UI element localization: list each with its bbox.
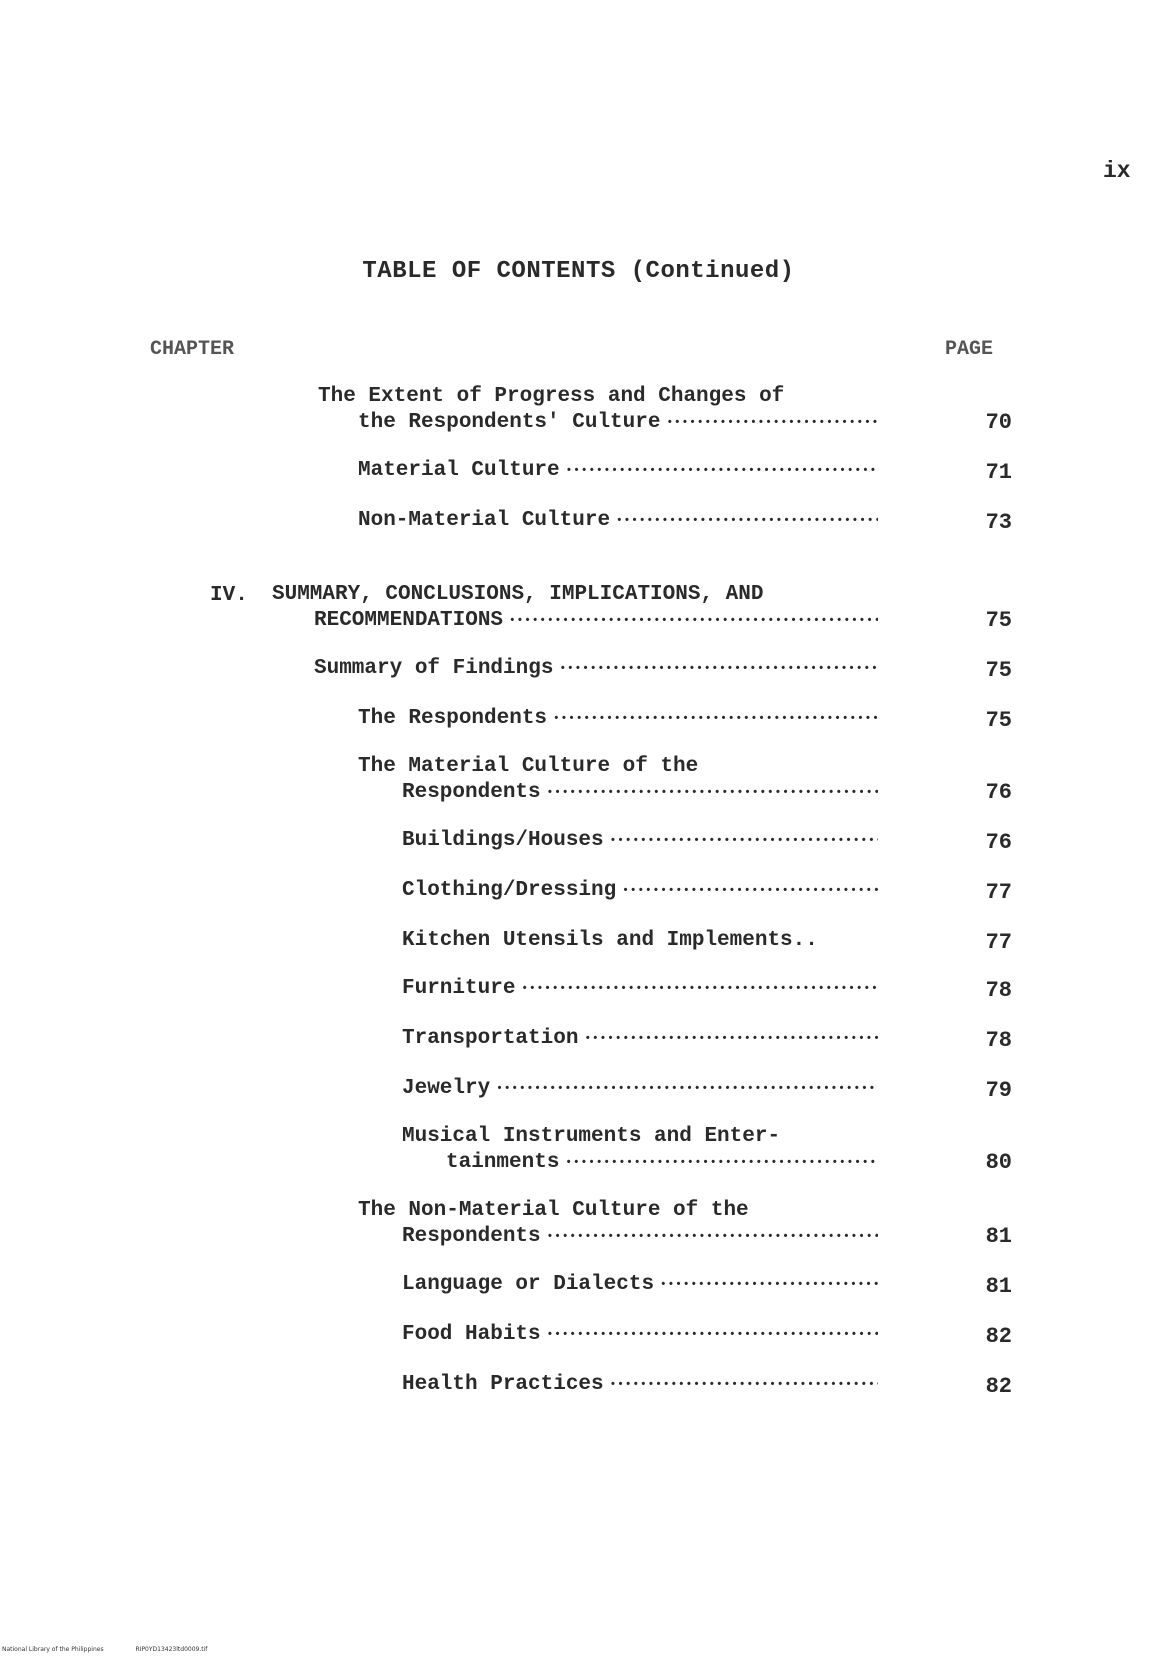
- toc-page-number: 76: [985, 780, 1012, 805]
- toc-entry: [402, 1272, 878, 1300]
- toc-entry-line: Summary of Findings: [314, 657, 554, 680]
- toc-page-number: 75: [985, 708, 1012, 733]
- toc-entry: [358, 508, 878, 536]
- toc-entry-line: Food Habits: [402, 1323, 541, 1346]
- toc-entry: [358, 1198, 878, 1252]
- toc-page-number: 77: [985, 880, 1012, 905]
- toc-entry-line: Respondents: [402, 781, 541, 804]
- toc-entry-line: Respondents: [402, 1225, 541, 1248]
- toc-entry-line: Clothing/Dressing: [402, 879, 617, 902]
- toc-page-number: 76: [985, 830, 1012, 855]
- toc-page-number: 78: [985, 978, 1012, 1003]
- toc-entry-line: The Respondents: [358, 707, 548, 730]
- toc-entry: [358, 706, 878, 734]
- toc-entry-line: The Non-Material Culture of the: [358, 1199, 749, 1222]
- toc-entry: [402, 828, 878, 856]
- toc-page-number: 81: [985, 1274, 1012, 1299]
- toc-entry: [358, 458, 878, 486]
- toc-entry: [402, 1076, 878, 1104]
- toc-entry-line: Jewelry: [402, 1077, 491, 1100]
- toc-entry-line: Material Culture: [358, 459, 560, 482]
- toc-entry: [402, 1372, 878, 1400]
- toc-entry-line: The Extent of Progress and Changes of: [318, 385, 785, 408]
- toc-entry-line: SUMMARY, CONCLUSIONS, IMPLICATIONS, AND: [272, 583, 764, 606]
- toc-entry: [358, 754, 878, 808]
- toc-entry-line: tainments: [446, 1151, 560, 1174]
- toc-entry-line: Furniture: [402, 977, 516, 1000]
- toc-entry: [314, 656, 878, 684]
- page-number: ix: [1103, 158, 1131, 184]
- toc-entry-line: RECOMMENDATIONS: [314, 609, 504, 632]
- toc-entry-line: Non-Material Culture: [358, 509, 611, 532]
- toc-entry-line: Health Practices: [402, 1373, 604, 1396]
- toc-entry-line: The Material Culture of the: [358, 755, 699, 778]
- toc-page-number: 82: [985, 1374, 1012, 1399]
- toc-entry: [402, 1026, 878, 1054]
- toc-entry: [402, 976, 878, 1004]
- toc-entry: [402, 878, 878, 906]
- toc-page-number: 75: [985, 658, 1012, 683]
- toc-entry: [318, 384, 878, 438]
- toc-entry: [402, 1124, 878, 1178]
- toc-entry: [272, 582, 878, 636]
- toc-page-number: 81: [985, 1224, 1012, 1249]
- toc-entry: [402, 1322, 878, 1350]
- toc-page-number: 82: [985, 1324, 1012, 1349]
- page-column-header: PAGE: [945, 338, 994, 361]
- page-title: TABLE OF CONTENTS (Continued): [362, 258, 795, 285]
- toc-page-number: 71: [985, 460, 1012, 485]
- toc-entry: [402, 928, 878, 954]
- toc-page-number: 79: [985, 1078, 1012, 1103]
- toc-entry-line: the Respondents' Culture: [358, 411, 661, 434]
- footer-file: RIP0YD13423ltd0009.tif: [135, 1646, 208, 1653]
- toc-entry-line: Language or Dialects: [402, 1273, 655, 1296]
- toc-entry-line: Transportation: [402, 1027, 579, 1050]
- toc-page-number: 78: [985, 1028, 1012, 1053]
- chapter-iv-number: IV.: [210, 584, 248, 607]
- toc-entry-line: Buildings/Houses: [402, 829, 604, 852]
- toc-page-number: 73: [985, 510, 1012, 535]
- toc-page-number: 80: [985, 1150, 1012, 1175]
- toc-page-number: 70: [985, 410, 1012, 435]
- footer: [2, 1646, 237, 1653]
- toc-entry-line: Kitchen Utensils and Implements..: [402, 929, 818, 952]
- chapter-column-header: CHAPTER: [150, 338, 235, 361]
- toc-page-number: 75: [985, 608, 1012, 633]
- toc-entry-line: Musical Instruments and Enter-: [402, 1125, 781, 1148]
- toc-page-number: 77: [985, 930, 1012, 955]
- footer-library: National Library of the Philippines: [2, 1646, 104, 1653]
